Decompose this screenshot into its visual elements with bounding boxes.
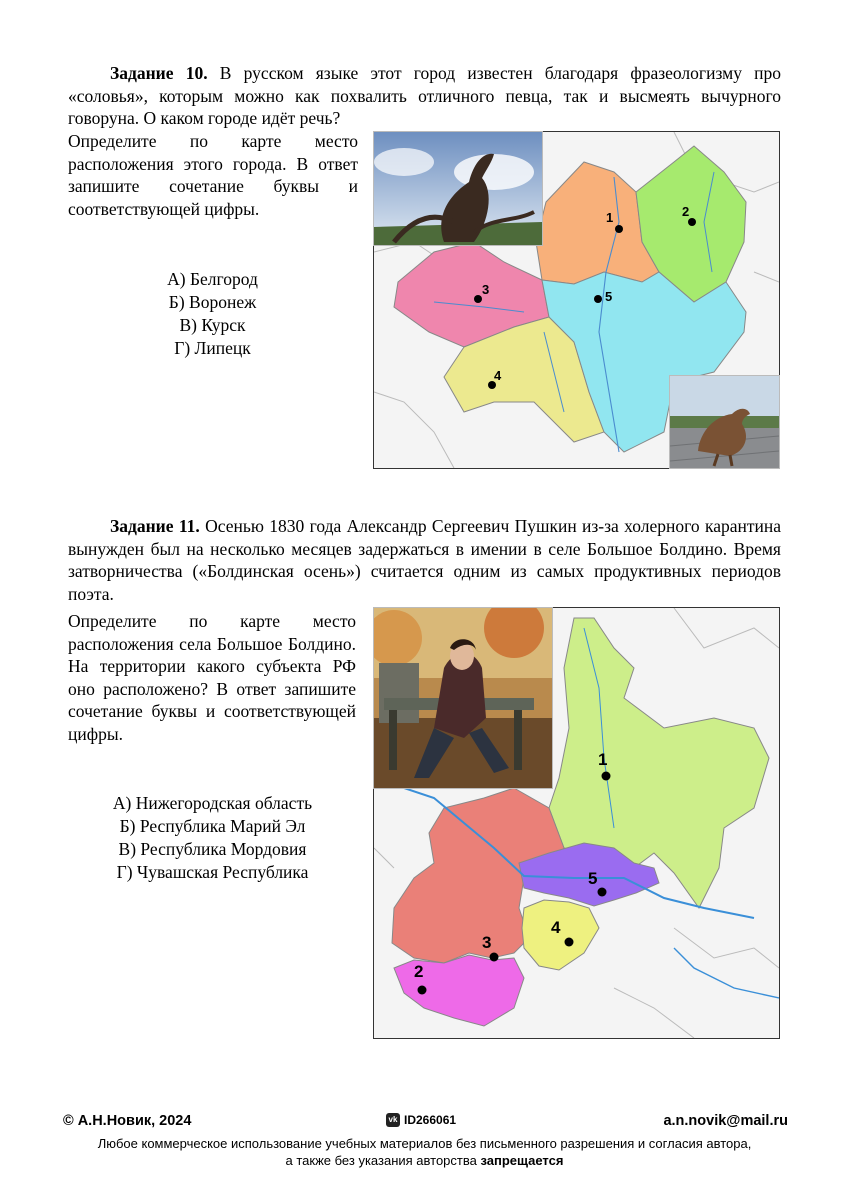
task11-option-a: А) Нижегородская область	[112, 793, 313, 813]
footer-author: © А.Н.Новик, 2024	[63, 1113, 192, 1129]
task11-intro-text: Осенью 1830 года Александр Сергеевич Пушкин из-за холерного карантина вынужден был на несколько месяцев задержаться в имении в селе Большое Болдино. Время затворничества («Болдинская осень») считается одним из самых продуктивных периодов поэта.	[68, 516, 781, 604]
pushkin-painting	[373, 607, 553, 789]
footer-copyright-note	[40, 1135, 809, 1169]
task11-instruction: Определите по карте место расположения села Большое Болдино. На территории какого субъекта РФ оно расположено? В ответ запишите сочетание буквы и соответствующей цифры.	[68, 611, 356, 744]
task10-marker-3: 3	[482, 282, 490, 297]
footer-email[interactable]: a.n.novik@mail.ru	[663, 1113, 788, 1129]
task11-option-c: В) Республика Мордовия	[118, 839, 307, 859]
task10-intro-text: В русском языке этот город известен благодаря фразеологизму про «соловья», которым можно как похвалить отличного певца, так и высмеять вычурного говоруна. О каком городе идёт речь?	[68, 63, 781, 128]
task10-marker-2: 2	[682, 204, 690, 219]
task11-options	[80, 792, 345, 884]
task10-option-c: В) Курск	[179, 315, 246, 335]
nightingale-statue-photo	[373, 131, 543, 246]
vk-icon: vk	[386, 1113, 400, 1127]
task10-marker-5: 5	[605, 289, 613, 304]
task11-option-d: Г) Чувашская Республика	[116, 862, 309, 882]
task10-marker-4: 4	[494, 368, 502, 383]
footer-vk[interactable]	[386, 1113, 456, 1127]
task11-marker-1: 1	[598, 750, 608, 769]
task11-heading: Задание 11.	[110, 516, 200, 536]
task10-instruction: Определите по карте место расположения этого города. В ответ запишите сочетание буквы и соответствующей цифры.	[68, 131, 358, 219]
footer-note-line1: Любое коммерческое использование учебных материалов без письменного разрешения и согласия автора,	[97, 1136, 752, 1151]
task10-option-d: Г) Липецк	[174, 338, 251, 358]
task11-marker-3: 3	[482, 933, 492, 952]
task10-option-b: Б) Воронеж	[168, 292, 257, 312]
task10-intro	[68, 62, 781, 130]
footer-note-line2-text: а также без указания авторства	[285, 1153, 481, 1168]
task10-options	[140, 268, 285, 360]
task10-marker-1: 1	[606, 210, 614, 225]
footer-note-line2	[40, 1152, 809, 1169]
task11-intro	[68, 515, 781, 605]
footer-note-line2-bold: запрещается	[480, 1153, 564, 1168]
task11-marker-5: 5	[588, 869, 598, 888]
task11-marker-4: 4	[551, 918, 561, 937]
task11-option-b: Б) Республика Марий Эл	[119, 816, 306, 836]
footer-vk-id: ID266061	[404, 1113, 457, 1127]
task10-option-a: А) Белгород	[167, 269, 258, 289]
task10-heading: Задание 10.	[110, 63, 208, 83]
task11-marker-2: 2	[414, 962, 424, 981]
bird-statue-photo	[669, 375, 780, 469]
